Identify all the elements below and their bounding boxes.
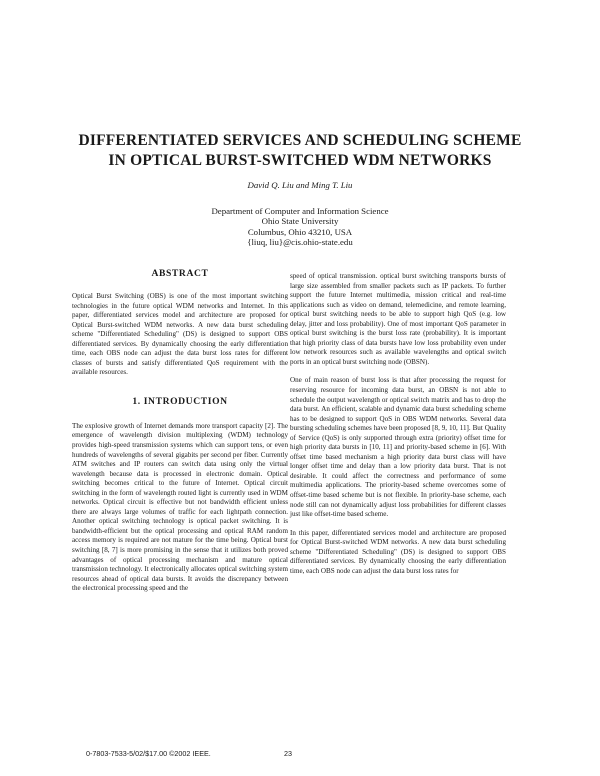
- paper-title: [60, 131, 540, 171]
- affiliation-university: Ohio State University: [261, 216, 339, 227]
- introduction-paragraph-3: One of main reason of burst loss is that after processing the request for reserving resource for incoming data burst, an OBSN is not able to schedule the output wavelength or optical switch matrix and has to drop the data burst. An efficient, scalable and dynamic data burst scheduling scheme has to be designed to support QoS in OBS WDM networks. Several data bursting scheduling schemes have been proposed [8, 9, 10, 11]. But Quality of Service (QoS) is only supported through extra (priority) offset time for high priority data bursts in [10, 11] and priority-based scheme in [6]. With offset time based mechanism a high priority data burst class will have longer offset time and delay than a low priority data burst. That is not desirable. It could affect the correctness and performance of some multimedia applications. The priority-based scheme overcomes some of offset-time based scheme but is not flexible. In priority-base scheme, each node still can not dynamically adjust loss probabilities for different classes just like offset-time based scheme.: [290, 376, 506, 519]
- abstract-text: Optical Burst Switching (OBS) is one of the most important switching technologies in the future optical WDM networks and Internet. In this paper, differentiated services model and architecture are proposed for Optical Burst-switched WDM networks. A new data burst scheduling scheme "Differentiated Scheduling" (DS) is designed to support OBS differentiated services. By dynamically choosing the early differentiation time, each OBS node can adjust the data burst loss rates for different classes of bursts and satisfy differentiated QoS requirement with the available resources.: [72, 292, 288, 377]
- author-names: David Q. Liu and Ming T. Liu: [247, 180, 353, 190]
- affiliation-city: Columbus, Ohio 43210, USA: [247, 226, 353, 237]
- introduction-heading: 1. INTRODUCTION: [132, 395, 228, 407]
- affiliation-email: {liuq, liu}@cis.ohio-state.edu: [247, 236, 353, 247]
- introduction-paragraph-2: speed of optical transmission. optical burst switching transports bursts of large size assembled from smaller packets such as IP packets. To further support the future Internet multimedia, mission critical and real-time applications such as video on demand, telemedicine, and remote learning, optical burst switching needs to be able to support high QoS (e.g. low delay, jitter and loss probability). One of most important QoS parameter in optical burst switching is the burst loss rate (probability). It is important that high priority class of data bursts have low loss probability even under low network resources such as available wavelengths and optical switch ports in an optical burst switching node (OBSN).: [290, 272, 506, 366]
- left-column: [72, 268, 288, 594]
- copyright-notice: 0-7803-7533-5/02/$17.00 ©2002 IEEE.: [86, 749, 211, 758]
- introduction-paragraph-4: In this paper, differentiated services model and architecture are proposed for Optical Burst-switched WDM networks. A new data burst scheduling scheme "Differentiated Scheduling" (DS) is designed to support OBS differentiated services. By dynamically choosing the early differentiation time, each OBS node can adjust the data burst loss rates for: [290, 528, 506, 575]
- title-line-2: IN OPTICAL BURST-SWITCHED WDM NETWORKS: [108, 152, 492, 169]
- right-column: [290, 272, 506, 576]
- affiliation-department: Department of Computer and Information Science: [211, 206, 389, 216]
- introduction-paragraph-1: The explosive growth of Internet demands more transport capacity [2]. The emergence of wavelength division multiplexing (WDM) technology provides high-speed transmission systems which can support tens, or even hundreds of wavelengths of several gigabits per second per fiber. Currently ATM switches and IP routers can switch data using only the virtual wavelength because data is processed in electronic domain. Optical switching becomes critical to the future of Internet. Optical circuit switching in the form of wavelength routed light is currently used in WDM networks. Optical circuit is effective but not bandwidth efficient unless there are always large volumes of traffic for each lightpath connection. Another optical switching technology is optical packet switching. It is bandwidth-efficient but the optical processing and optical RAM random access memory is required are not mature for the time being. Optical burst switching [8, 7] is more promising in the sense that it utilizes both proved advantages of optical processing mechanism and mature optical transmission technology. It electronically allocates optical switching system resources ahead of optical data bursts. It avoids the discrepancy between the electronical processing speed and the: [72, 421, 288, 593]
- title-line-1: DIFFERENTIATED SERVICES AND SCHEDULING SCHEME: [78, 132, 522, 149]
- affiliation: [100, 206, 500, 247]
- page-number: 23: [284, 749, 292, 758]
- abstract-heading: ABSTRACT: [151, 268, 209, 279]
